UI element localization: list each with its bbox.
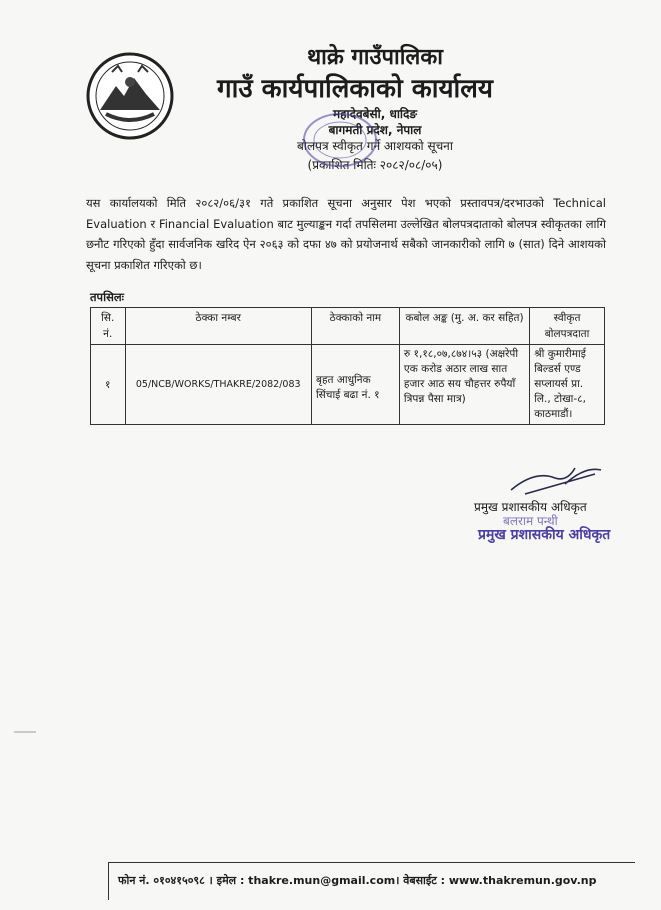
- footer-contact: फोन नं. ०१०४१५०९८ । इमेल : thakre.mun@gmail.com। वेबसाईट : www.thakremun.gov.np: [118, 874, 597, 887]
- office-name: गाउँ कार्यपालिकाको कार्यालय: [217, 74, 493, 104]
- signature-icon: [505, 460, 605, 500]
- table-header-row: [91, 308, 605, 345]
- published-date: (प्रकाशित मितिः २०८२/०८/०५): [307, 158, 443, 172]
- notice-title: बोलपत्र स्वीकृत गर्ने आशयको सूचना: [297, 139, 453, 153]
- header-sn: सि. नं.: [91, 308, 126, 345]
- cell-contract-name: बृहत आधुनिक सिंचाई बढा नं. १: [311, 345, 399, 425]
- notice-paragraph: यस कार्यालयको मिति २०८२/०६/३१ गते प्रकाशित सूचना अनुसार पेश भएको प्रस्तावपत्र/दरभाउको Technical Evaluation र Financial Evaluation बाट मुल्याङ्कन गर्दा तपसिलमा उल्लेखित बोलपत्रदाताको बोलपत्र स्वीकृतका लागि छनौट गरिएको हुँदा सार्वजनिक खरिद ऐन २०६३ को दफा ४७ को प्रयोजनार्थ सबैको जानकारीको लागि ७ (सात) दिने आशयको सूचना प्रकाशित गरिएको छ।: [86, 196, 606, 272]
- office-stamp-icon: [300, 110, 380, 170]
- signatory-stamp: प्रमुख प्रशासकीय अधिकृत: [478, 527, 611, 543]
- cell-bidder: श्री कुमारीमाई बिल्डर्स एण्ड सप्लायर्स प्रा. लि., टोखा-८, काठमाडौं।: [530, 345, 605, 425]
- header-bid-amount: कबोल अङ्क (मु. अ. कर सहित): [399, 308, 529, 345]
- header-bidder: स्वीकृत बोलपत्रदाता: [530, 308, 605, 345]
- municipality-emblem-icon: [86, 52, 174, 140]
- footer-divider-vertical: [108, 862, 109, 900]
- cell-sn: १: [91, 345, 126, 425]
- municipality-name: थाक्रे गाउँपालिका: [307, 45, 443, 70]
- cell-bid-amount: रु १,१८,०७,८७४।५३ (अक्षरेपी एक करोड अठार लाख सात हजार आठ सय चौहत्तर रुपैयाँ त्रिपन्न पैसा मात्र): [399, 345, 529, 425]
- office-location: महादेवबेसी, धादिङ: [332, 107, 418, 121]
- signatory-title: प्रमुख प्रशासकीय अधिकृत: [474, 500, 587, 514]
- details-label: तपसिलः: [90, 290, 124, 304]
- table-row: [91, 345, 605, 425]
- signatory-name: बलराम पन्थी: [503, 514, 558, 528]
- awarded-bid-table: [90, 307, 605, 425]
- header-contract-no: ठेक्का नम्बर: [125, 308, 311, 345]
- header-contract-name: ठेक्काको नाम: [311, 308, 399, 345]
- footer-divider: [108, 862, 635, 863]
- scan-speck-icon: [14, 730, 36, 734]
- cell-contract-no: 05/NCB/WORKS/THAKRE/2082/083: [125, 345, 311, 425]
- office-province: बागमती प्रदेश, नेपाल: [328, 123, 422, 137]
